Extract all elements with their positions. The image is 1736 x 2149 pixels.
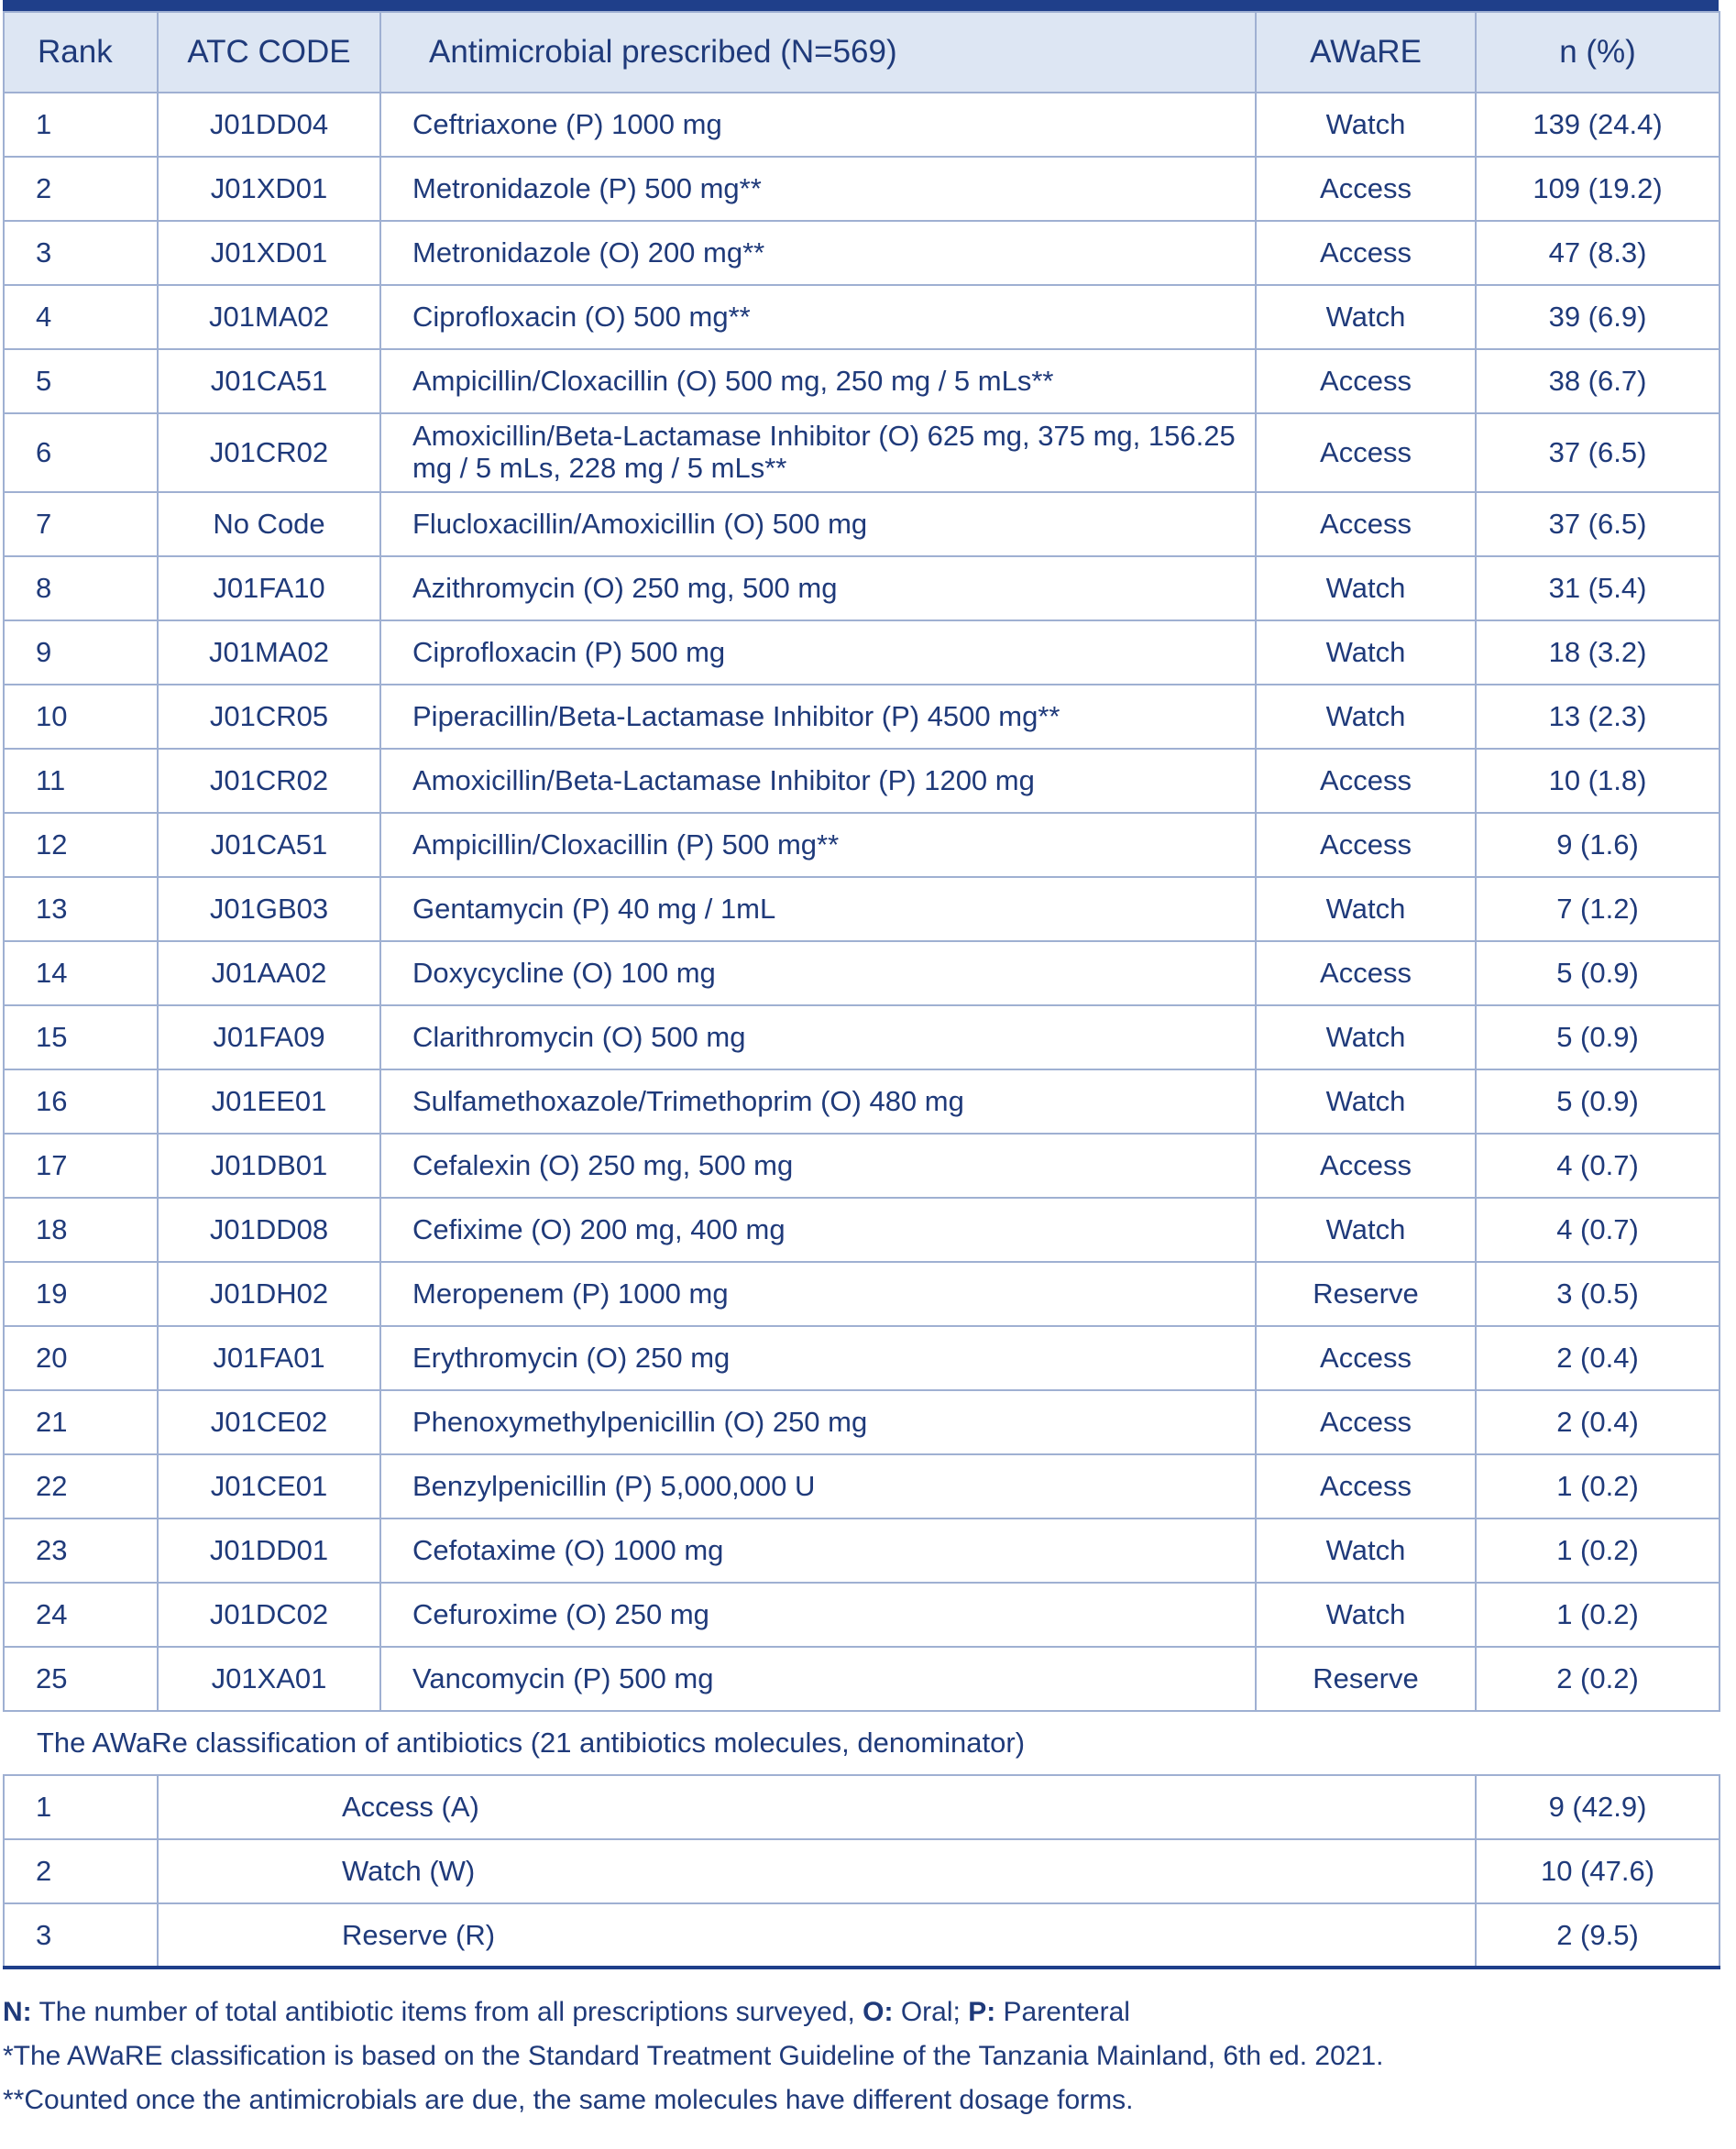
antimicrobial-cell: Ampicillin/Cloxacillin (O) 500 mg, 250 mg / 5 mLs** [380, 349, 1256, 413]
antimicrobial-cell: Phenoxymethylpenicillin (O) 250 mg [380, 1390, 1256, 1454]
atc-code-cell: J01DD04 [158, 93, 380, 157]
note-counting: **Counted once the antimicrobials are due, the same molecules have different dosage forms. [3, 2085, 1134, 2115]
count-cell: 18 (3.2) [1476, 620, 1720, 685]
note-n-text: The number of total antibiotic items from all prescriptions surveyed, [31, 1997, 863, 2027]
table-row [4, 1454, 1720, 1519]
table-row [4, 1198, 1720, 1262]
rank-cell: 7 [4, 492, 158, 556]
table-row [4, 492, 1720, 556]
header-n-percent: n (%) [1476, 12, 1720, 93]
table-row [4, 413, 1720, 492]
table-row [4, 620, 1720, 685]
count-cell: 139 (24.4) [1476, 93, 1720, 157]
antimicrobial-cell: Ciprofloxacin (P) 500 mg [380, 620, 1256, 685]
rank-cell: 10 [4, 685, 158, 749]
aware-cell: Watch [1256, 285, 1476, 349]
summary-rank-cell: 1 [4, 1775, 158, 1839]
section-row [4, 1711, 1720, 1775]
aware-cell: Access [1256, 413, 1476, 492]
count-cell: 10 (1.8) [1476, 749, 1720, 813]
atc-code-cell: J01CE02 [158, 1390, 380, 1454]
table-body [4, 93, 1720, 1968]
aware-cell: Watch [1256, 1519, 1476, 1583]
table-row [4, 157, 1720, 221]
count-cell: 1 (0.2) [1476, 1454, 1720, 1519]
antimicrobial-cell: Azithromycin (O) 250 mg, 500 mg [380, 556, 1256, 620]
atc-code-cell: J01DB01 [158, 1134, 380, 1198]
antimicrobial-cell: Ciprofloxacin (O) 500 mg** [380, 285, 1256, 349]
table-row [4, 221, 1720, 285]
atc-code-cell: J01XD01 [158, 157, 380, 221]
aware-cell: Watch [1256, 620, 1476, 685]
count-cell: 4 (0.7) [1476, 1198, 1720, 1262]
count-cell: 4 (0.7) [1476, 1134, 1720, 1198]
table-row [4, 1390, 1720, 1454]
atc-code-cell: J01CE01 [158, 1454, 380, 1519]
antimicrobial-table [3, 11, 1720, 1969]
aware-cell: Watch [1256, 1069, 1476, 1134]
atc-code-cell: J01FA09 [158, 1005, 380, 1069]
summary-row [4, 1903, 1720, 1968]
table-row [4, 941, 1720, 1005]
count-cell: 37 (6.5) [1476, 413, 1720, 492]
antimicrobial-cell: Doxycycline (O) 100 mg [380, 941, 1256, 1005]
rank-cell: 4 [4, 285, 158, 349]
table-row [4, 556, 1720, 620]
antimicrobial-cell: Metronidazole (O) 200 mg** [380, 221, 1256, 285]
aware-cell: Access [1256, 157, 1476, 221]
antimicrobial-cell: Gentamycin (P) 40 mg / 1mL [380, 877, 1256, 941]
atc-code-cell: J01FA10 [158, 556, 380, 620]
antimicrobial-cell: Amoxicillin/Beta-Lactamase Inhibitor (P) 1200 mg [380, 749, 1256, 813]
rank-cell: 23 [4, 1519, 158, 1583]
count-cell: 1 (0.2) [1476, 1519, 1720, 1583]
aware-cell: Access [1256, 749, 1476, 813]
atc-code-cell: J01CR05 [158, 685, 380, 749]
table-row [4, 685, 1720, 749]
aware-cell: Access [1256, 349, 1476, 413]
table-row [4, 1326, 1720, 1390]
note-o-text: Oral; [893, 1997, 969, 2027]
rank-cell: 14 [4, 941, 158, 1005]
section-title: The AWaRe classification of antibiotics (21 antibiotics molecules, denominator) [4, 1711, 1720, 1775]
count-cell: 5 (0.9) [1476, 941, 1720, 1005]
header-aware: AWaRE [1256, 12, 1476, 93]
summary-count-cell: 10 (47.6) [1476, 1839, 1720, 1903]
antimicrobial-cell: Benzylpenicillin (P) 5,000,000 U [380, 1454, 1256, 1519]
atc-code-cell: J01MA02 [158, 285, 380, 349]
antimicrobial-cell: Metronidazole (P) 500 mg** [380, 157, 1256, 221]
top-rule [3, 0, 1719, 11]
antimicrobial-cell: Erythromycin (O) 250 mg [380, 1326, 1256, 1390]
rank-cell: 5 [4, 349, 158, 413]
antimicrobial-cell: Ceftriaxone (P) 1000 mg [380, 93, 1256, 157]
rank-cell: 22 [4, 1454, 158, 1519]
table-row [4, 285, 1720, 349]
rank-cell: 1 [4, 93, 158, 157]
atc-code-cell: J01XD01 [158, 221, 380, 285]
count-cell: 38 (6.7) [1476, 349, 1720, 413]
rank-cell: 8 [4, 556, 158, 620]
count-cell: 13 (2.3) [1476, 685, 1720, 749]
count-cell: 2 (0.4) [1476, 1390, 1720, 1454]
table-row [4, 749, 1720, 813]
count-cell: 5 (0.9) [1476, 1005, 1720, 1069]
count-cell: 5 (0.9) [1476, 1069, 1720, 1134]
aware-cell: Access [1256, 941, 1476, 1005]
atc-code-cell: J01EE01 [158, 1069, 380, 1134]
rank-cell: 19 [4, 1262, 158, 1326]
count-cell: 31 (5.4) [1476, 556, 1720, 620]
note-abbreviations [3, 1990, 1719, 2034]
aware-cell: Watch [1256, 685, 1476, 749]
table-row [4, 1262, 1720, 1326]
atc-code-cell: J01DD08 [158, 1198, 380, 1262]
count-cell: 39 (6.9) [1476, 285, 1720, 349]
aware-cell: Watch [1256, 1583, 1476, 1647]
rank-cell: 16 [4, 1069, 158, 1134]
rank-cell: 2 [4, 157, 158, 221]
summary-rank-cell: 3 [4, 1903, 158, 1968]
atc-code-cell: J01CA51 [158, 813, 380, 877]
atc-code-cell: J01DC02 [158, 1583, 380, 1647]
antimicrobial-cell: Meropenem (P) 1000 mg [380, 1262, 1256, 1326]
note-n-key: N: [3, 1997, 32, 2027]
antimicrobial-cell: Clarithromycin (O) 500 mg [380, 1005, 1256, 1069]
table-row [4, 1583, 1720, 1647]
count-cell: 109 (19.2) [1476, 157, 1720, 221]
table-row [4, 93, 1720, 157]
count-cell: 2 (0.2) [1476, 1647, 1720, 1711]
table-row [4, 1647, 1720, 1711]
table-row [4, 813, 1720, 877]
rank-cell: 13 [4, 877, 158, 941]
header-atc-code: ATC CODE [158, 12, 380, 93]
table-notes [3, 1990, 1719, 2122]
count-cell: 7 (1.2) [1476, 877, 1720, 941]
aware-cell: Access [1256, 813, 1476, 877]
antimicrobial-cell: Cefotaxime (O) 1000 mg [380, 1519, 1256, 1583]
antimicrobial-cell: Flucloxacillin/Amoxicillin (O) 500 mg [380, 492, 1256, 556]
aware-cell: Access [1256, 1134, 1476, 1198]
aware-cell: Access [1256, 221, 1476, 285]
count-cell: 37 (6.5) [1476, 492, 1720, 556]
summary-label-cell: Reserve (R) [158, 1903, 1476, 1968]
rank-cell: 17 [4, 1134, 158, 1198]
summary-row [4, 1775, 1720, 1839]
aware-cell: Access [1256, 492, 1476, 556]
rank-cell: 15 [4, 1005, 158, 1069]
table-row [4, 1069, 1720, 1134]
aware-cell: Access [1256, 1326, 1476, 1390]
aware-cell: Watch [1256, 556, 1476, 620]
summary-count-cell: 2 (9.5) [1476, 1903, 1720, 1968]
antimicrobial-cell: Ampicillin/Cloxacillin (P) 500 mg** [380, 813, 1256, 877]
summary-rank-cell: 2 [4, 1839, 158, 1903]
table-row [4, 1134, 1720, 1198]
summary-row [4, 1839, 1720, 1903]
table-row [4, 877, 1720, 941]
header-row [4, 12, 1720, 93]
aware-cell: Reserve [1256, 1647, 1476, 1711]
aware-cell: Watch [1256, 93, 1476, 157]
aware-cell: Access [1256, 1390, 1476, 1454]
table-row [4, 1519, 1720, 1583]
antimicrobial-cell: Vancomycin (P) 500 mg [380, 1647, 1256, 1711]
count-cell: 3 (0.5) [1476, 1262, 1720, 1326]
note-p-text: Parenteral [995, 1997, 1130, 2027]
atc-code-cell: J01GB03 [158, 877, 380, 941]
antimicrobial-cell: Sulfamethoxazole/Trimethoprim (O) 480 mg [380, 1069, 1256, 1134]
atc-code-cell: J01CA51 [158, 349, 380, 413]
summary-count-cell: 9 (42.9) [1476, 1775, 1720, 1839]
summary-label-cell: Watch (W) [158, 1839, 1476, 1903]
rank-cell: 6 [4, 413, 158, 492]
note-p-key: P: [968, 1997, 996, 2027]
atc-code-cell: J01MA02 [158, 620, 380, 685]
atc-code-cell: J01AA02 [158, 941, 380, 1005]
antimicrobial-cell: Cefalexin (O) 250 mg, 500 mg [380, 1134, 1256, 1198]
atc-code-cell: J01DD01 [158, 1519, 380, 1583]
atc-code-cell: J01FA01 [158, 1326, 380, 1390]
antimicrobial-cell: Piperacillin/Beta-Lactamase Inhibitor (P) 4500 mg** [380, 685, 1256, 749]
aware-cell: Reserve [1256, 1262, 1476, 1326]
antimicrobial-cell: Cefixime (O) 200 mg, 400 mg [380, 1198, 1256, 1262]
count-cell: 9 (1.6) [1476, 813, 1720, 877]
rank-cell: 9 [4, 620, 158, 685]
atc-code-cell: J01XA01 [158, 1647, 380, 1711]
aware-cell: Watch [1256, 1198, 1476, 1262]
atc-code-cell: No Code [158, 492, 380, 556]
antimicrobial-cell: Amoxicillin/Beta-Lactamase Inhibitor (O) 625 mg, 375 mg, 156.25 mg / 5 mLs, 228 mg / 5 mLs** [380, 413, 1256, 492]
count-cell: 1 (0.2) [1476, 1583, 1720, 1647]
rank-cell: 11 [4, 749, 158, 813]
table-row [4, 349, 1720, 413]
aware-cell: Access [1256, 1454, 1476, 1519]
header-rank: Rank [4, 12, 158, 93]
note-o-key: O: [863, 1997, 894, 2027]
rank-cell: 12 [4, 813, 158, 877]
rank-cell: 21 [4, 1390, 158, 1454]
header-antimicrobial: Antimicrobial prescribed (N=569) [380, 12, 1256, 93]
atc-code-cell: J01DH02 [158, 1262, 380, 1326]
rank-cell: 25 [4, 1647, 158, 1711]
rank-cell: 3 [4, 221, 158, 285]
rank-cell: 24 [4, 1583, 158, 1647]
note-aware-source: *The AWaRE classification is based on the Standard Treatment Guideline of the Tanzania Mainland, 6th ed. 2021. [3, 2041, 1384, 2071]
atc-code-cell: J01CR02 [158, 413, 380, 492]
rank-cell: 18 [4, 1198, 158, 1262]
aware-cell: Watch [1256, 877, 1476, 941]
aware-cell: Watch [1256, 1005, 1476, 1069]
table-row [4, 1005, 1720, 1069]
count-cell: 47 (8.3) [1476, 221, 1720, 285]
count-cell: 2 (0.4) [1476, 1326, 1720, 1390]
summary-label-cell: Access (A) [158, 1775, 1476, 1839]
antimicrobial-cell: Cefuroxime (O) 250 mg [380, 1583, 1256, 1647]
atc-code-cell: J01CR02 [158, 749, 380, 813]
rank-cell: 20 [4, 1326, 158, 1390]
